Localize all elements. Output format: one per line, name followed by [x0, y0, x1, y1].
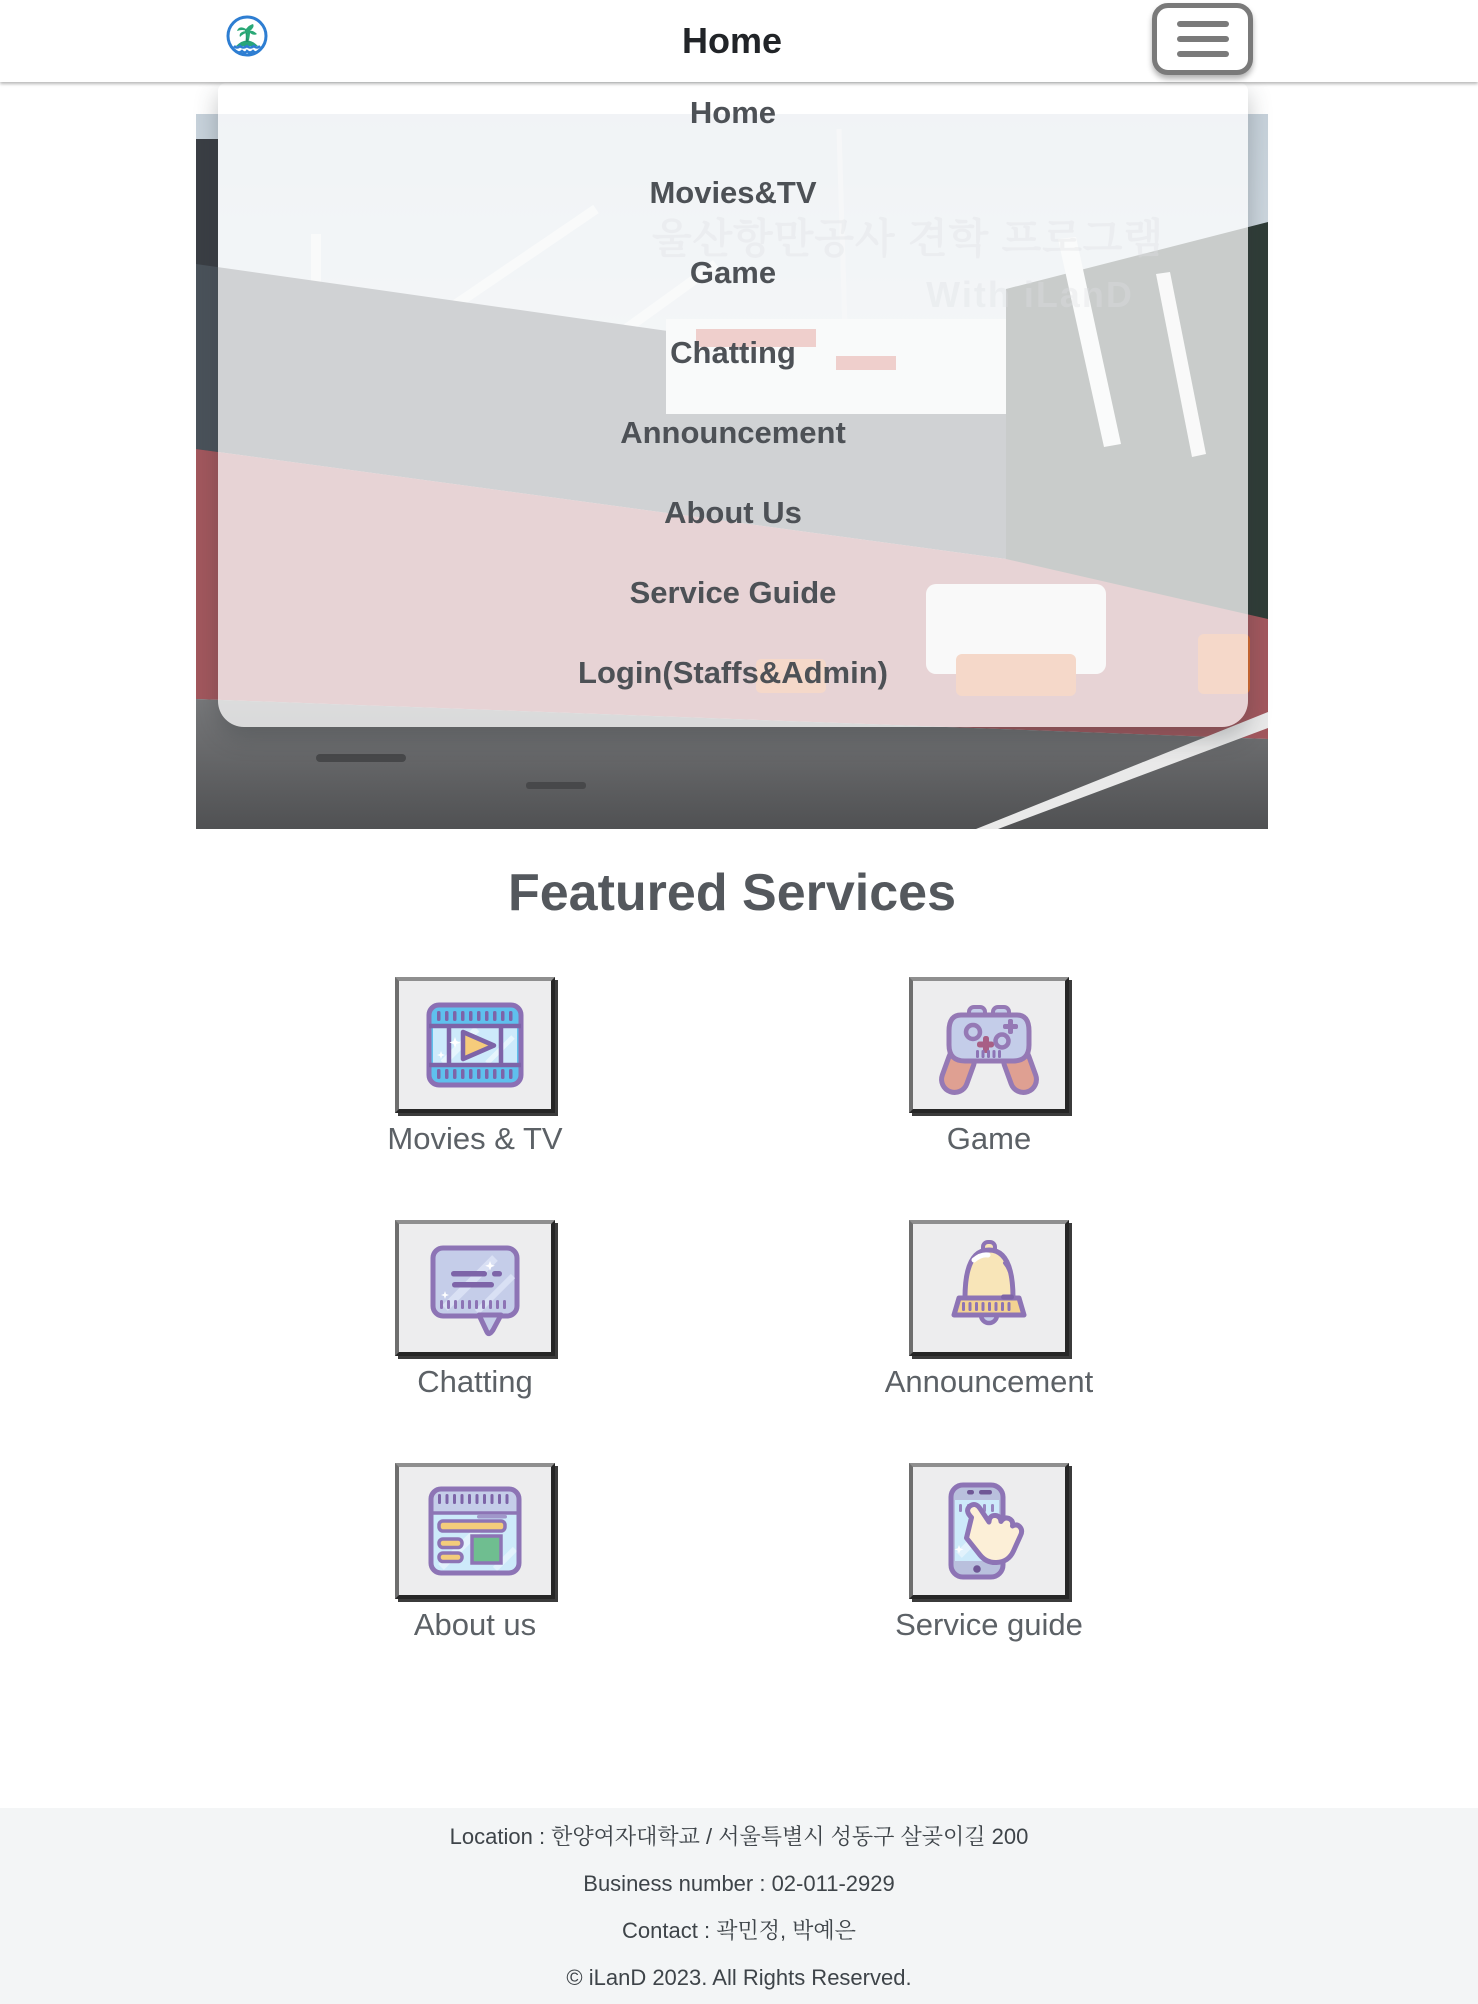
footer-business-number: Business number : 02-011-2929 [583, 1871, 895, 1896]
menu-item-service-guide[interactable]: Service Guide [629, 575, 837, 610]
service-label: Movies & TV [387, 1121, 563, 1156]
service-card-about-us[interactable] [395, 1463, 555, 1642]
service-label: Service guide [895, 1607, 1083, 1642]
footer-contact: Contact : 곽민정, 박예은 [622, 1918, 856, 1943]
about-us-icon [395, 1463, 555, 1599]
services-row-1 [196, 977, 1268, 1156]
featured-services-title: Featured Services [507, 864, 957, 922]
menu-item-chatting[interactable]: Chatting [670, 335, 796, 370]
footer-copyright: © iLanD 2023. All Rights Reserved. [566, 1965, 912, 1990]
announcement-icon [909, 1220, 1069, 1356]
menu-item-announcement[interactable]: Announcement [620, 415, 846, 450]
menu-item-about-us[interactable]: About Us [664, 495, 802, 530]
movies-tv-icon [395, 977, 555, 1113]
menu-item-movies-tv[interactable]: Movies&TV [649, 175, 817, 210]
services-row-3 [196, 1463, 1268, 1642]
service-guide-icon [909, 1463, 1069, 1599]
service-label: Game [946, 1121, 1032, 1156]
page-title: Home [681, 20, 783, 61]
service-card-chatting[interactable] [395, 1220, 555, 1399]
service-card-announcement[interactable] [884, 1220, 1094, 1399]
services-row-2 [196, 1220, 1268, 1399]
game-icon [909, 977, 1069, 1113]
service-card-movies-tv[interactable] [387, 977, 563, 1156]
service-label: Announcement [884, 1364, 1094, 1399]
menu-item-home[interactable]: Home [689, 95, 777, 130]
service-card-service-guide[interactable] [895, 1463, 1083, 1642]
app-footer [0, 1808, 1478, 2004]
menu-item-game[interactable]: Game [689, 255, 777, 290]
service-label: Chatting [417, 1364, 533, 1399]
service-card-game[interactable] [909, 977, 1069, 1156]
site-logo-icon[interactable] [226, 15, 268, 57]
chatting-icon [395, 1220, 555, 1356]
main-content [196, 95, 1268, 1642]
service-label: About us [413, 1607, 537, 1642]
footer-location: Location : 한양여자대학교 / 서울특별시 성동구 살곶이길 200 [449, 1824, 1029, 1849]
hero-image [196, 95, 1268, 829]
app-header [0, 0, 1478, 82]
dropdown-menu [218, 83, 1248, 727]
menu-button[interactable] [1152, 3, 1253, 75]
menu-item-login[interactable]: Login(Staffs&Admin) [578, 655, 888, 690]
